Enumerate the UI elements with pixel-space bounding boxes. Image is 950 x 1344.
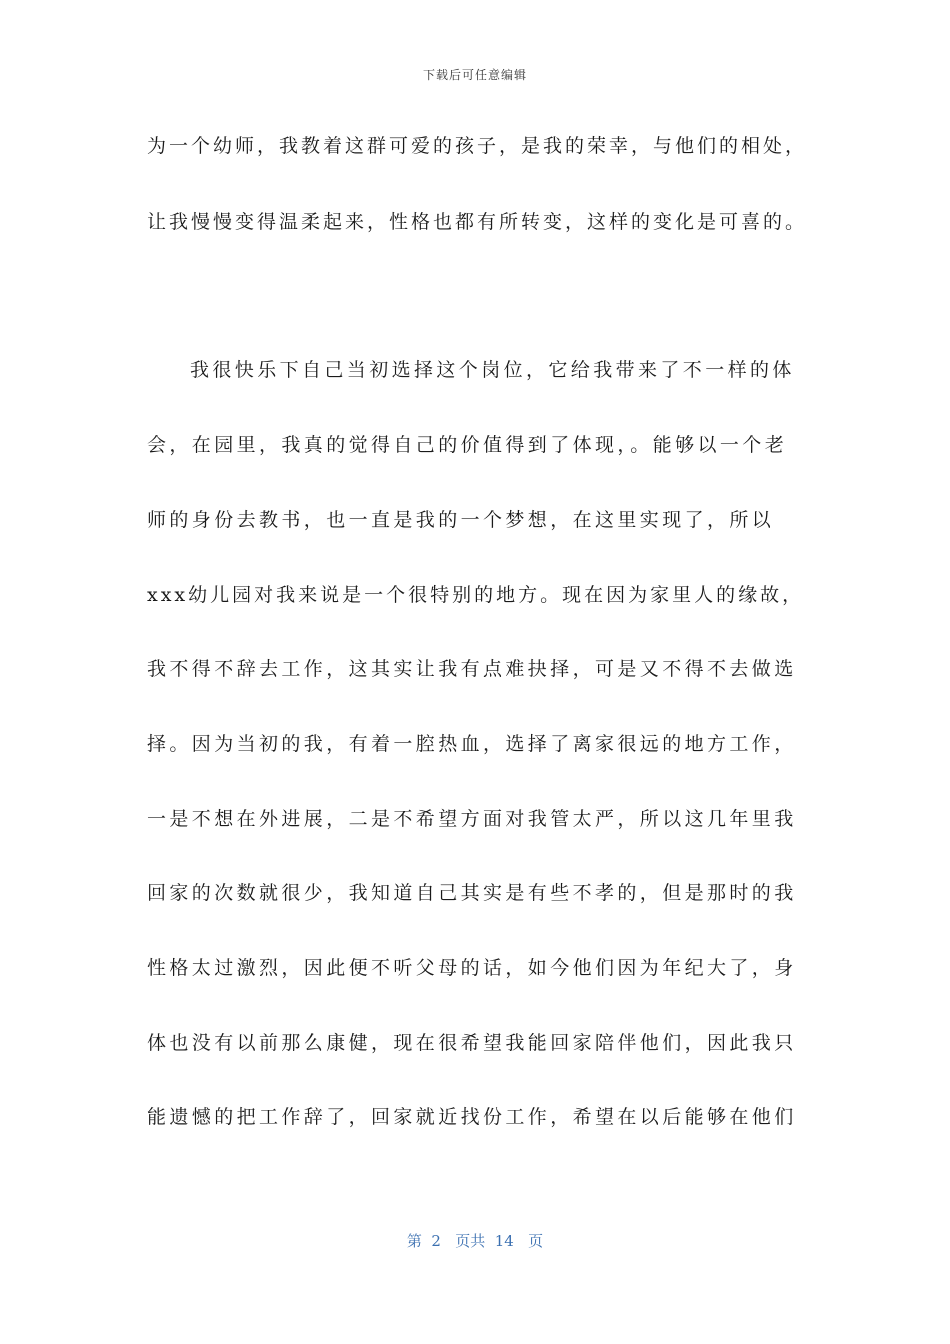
text-line: 为一个幼师，我教着这群可爱的孩子，是我的荣幸，与他们的相处， [147, 135, 808, 157]
text-line: 师的身份去教书，也一直是我的一个梦想，在这里实现了，所以 [147, 509, 775, 531]
page-number-footer: 第 2 页共 14 页 [406, 1232, 544, 1250]
text-line: 回家的次数就很少，我知道自己其实是有些不孝的，但是那时的我 [147, 882, 797, 904]
text-line: 一是不想在外进展，二是不希望方面对我管太严，所以这几年里我 [147, 808, 797, 830]
text-line: 我很快乐下自己当初选择这个岗位，它给我带来了不一样的体 [190, 359, 795, 381]
text-line: 会，在园里，我真的觉得自己的价值得到了体现，。能够以一个老 [147, 434, 788, 456]
text-line: 择。因为当初的我，有着一腔热血，选择了离家很远的地方工作， [147, 733, 797, 755]
text-line: 我不得不辞去工作，这其实让我有点难抉择，可是又不得不去做选 [147, 658, 797, 680]
text-line: 性格太过激烈，因此便不听父母的话，如今他们因为年纪大了，身 [147, 957, 797, 979]
text-line: 体也没有以前那么康健，现在很希望我能回家陪伴他们，因此我只 [147, 1032, 797, 1054]
text-line: 能遗憾的把工作辞了，回家就近找份工作，希望在以后能够在他们 [147, 1106, 797, 1128]
text-line: xxx幼儿园对我来说是一个很特别的地方。现在因为家里人的缘故， [147, 584, 805, 606]
page-header: 下载后可任意编辑 [422, 68, 527, 82]
text-line: 让我慢慢变得温柔起来，性格也都有所转变，这样的变化是可喜的。 [147, 211, 808, 233]
